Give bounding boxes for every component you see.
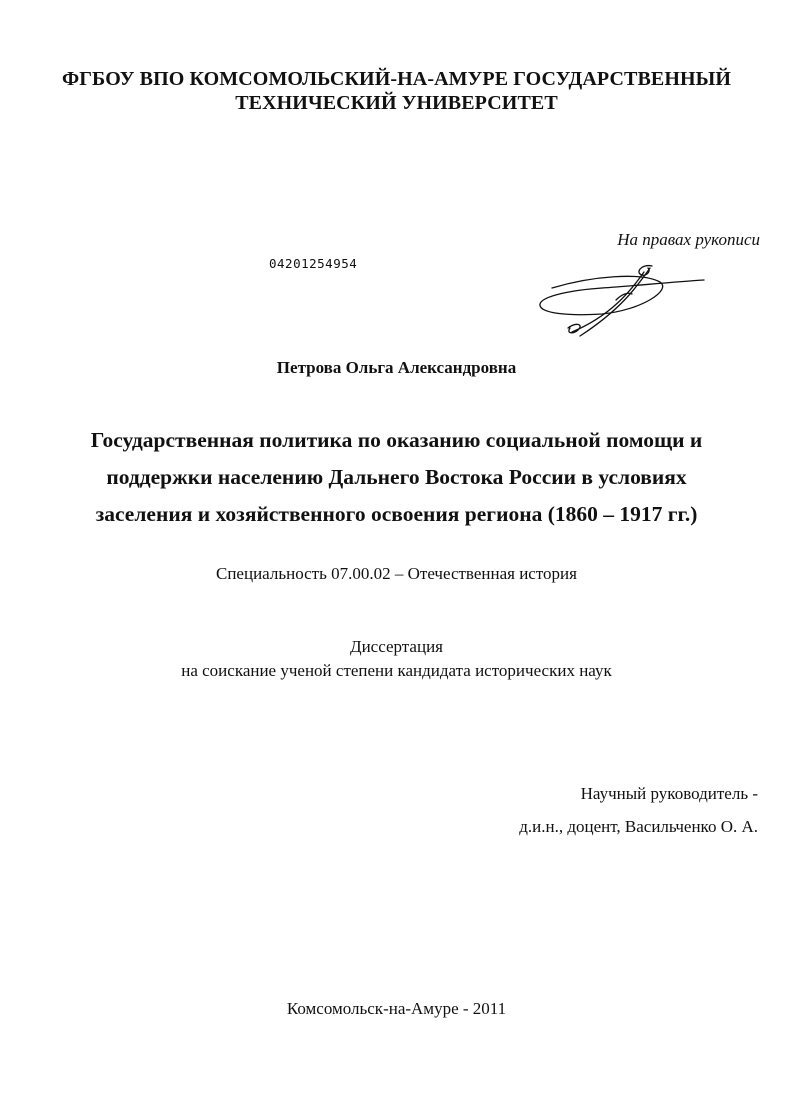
title-line-2: поддержки населению Дальнего Востока России в условиях bbox=[106, 465, 687, 489]
institution-header bbox=[0, 67, 793, 115]
signature-icon bbox=[532, 258, 712, 342]
author-name: Петрова Ольга Александровна bbox=[276, 358, 517, 377]
degree-line-2: на соискание ученой степени кандидата исторических наук bbox=[181, 661, 612, 680]
place-year: Комсомольск-на-Амуре - 2011 bbox=[286, 999, 507, 1018]
supervisor-name: д.и.н., доцент, Васильченко О. А. bbox=[519, 817, 758, 836]
archive-number: 04201254954 bbox=[269, 256, 358, 271]
degree-statement bbox=[0, 635, 793, 683]
specialty: Специальность 07.00.02 – Отечественная история bbox=[216, 564, 577, 583]
title-line-3: заселения и хозяйственного освоения региона (1860 – 1917 гг.) bbox=[95, 502, 698, 526]
dissertation-title bbox=[0, 422, 793, 533]
supervisor-block bbox=[519, 777, 758, 843]
degree-line-1: Диссертация bbox=[349, 637, 443, 656]
supervisor-label: Научный руководитель - bbox=[580, 784, 758, 803]
institution-line-1: ФГБОУ ВПО КОМСОМОЛЬСКИЙ-НА-АМУРЕ ГОСУДАРСТВЕННЫЙ bbox=[61, 68, 732, 90]
title-line-1: Государственная политика по оказанию социальной помощи и bbox=[90, 428, 703, 452]
institution-line-2: ТЕХНИЧЕСКИЙ УНИВЕРСИТЕТ bbox=[235, 92, 558, 114]
rights-note: На правах рукописи bbox=[617, 230, 760, 249]
